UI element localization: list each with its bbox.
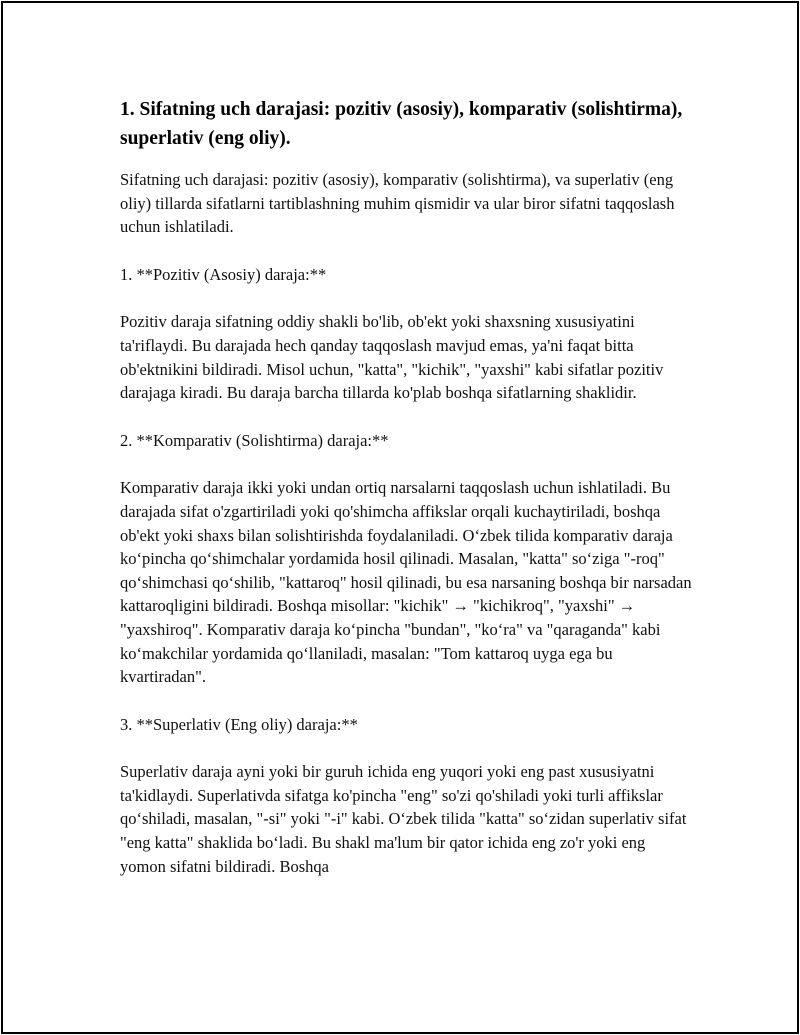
subheading-comparative: 2. **Komparativ (Solishtirma) daraja:**	[120, 430, 389, 450]
document-body	[120, 95, 695, 902]
subheading-superlative: 3. **Superlativ (Eng oliy) daraja:**	[120, 714, 358, 734]
section-heading: 1. Sifatning uch darajasi: pozitiv (asosiy), komparativ (solishtirma), superlativ (eng oliy).	[120, 99, 683, 149]
document-page	[1, 1, 799, 1034]
subheading-positive: 1. **Pozitiv (Asosiy) daraja:**	[120, 264, 327, 284]
comparative-paragraph: Komparativ daraja ikki yoki undan ortiq narsalarni taqqoslash uchun ishlatiladi. Bu darajada sifat o'zgartiriladi yoki qo'shimcha affikslar orqali kuchaytiriladi, boshqa ob'ekt yoki shaxs bilan solishtirishda foydalaniladi. O‘zbek tilida komparativ daraja ko‘pincha qo‘shimchalar yordamida hosil qilinadi. Masalan, "katta" so‘ziga "-roq" qo‘shimchasi qo‘shilib, "kattaroq" hosil qilinadi, bu esa narsaning boshqa bir narsadan kattaroqligini bildiradi. Boshqa misollar: "kichik" → "kichikroq", "yaxshi" → "yaxshiroq". Komparativ daraja ko‘pincha "bundan", "ko‘ra" va "qaraganda" kabi ko‘makchilar yordamida qo‘llaniladi, masalan: "Tom kattaroq uyga ega bu kvartiradan".	[120, 478, 692, 687]
positive-paragraph: Pozitiv daraja sifatning oddiy shakli bo'lib, ob'ekt yoki shaxsning xususiyatini ta'riflaydi. Bu darajada hech qanday taqqoslash mavjud emas, ya'ni faqat bitta ob'ektnikini bildiradi. Misol uchun, "katta", "kichik", "yaxshi" kabi sifatlar pozitiv darajaga kiradi. Bu daraja barcha tillarda ko'plab boshqa sifatlarning shaklidir.	[120, 312, 664, 403]
superlative-paragraph: Superlativ daraja ayni yoki bir guruh ichida eng yuqori yoki eng past xususiyatni ta'kidlaydi. Superlativda sifatga ko'pincha "eng" so'zi qo'shiladi yoki turli affikslar qo‘shiladi, masalan, "-si" yoki "-i" kabi. O‘zbek tilida "katta" so‘zidan superlativ sifat "eng katta" shaklida bo‘ladi. Bu shakl ma'lum bir qator ichida eng zo'r yoki eng yomon sifatni bildiradi. Boshqa	[120, 762, 687, 876]
intro-paragraph: Sifatning uch darajasi: pozitiv (asosiy), komparativ (solishtirma), va superlativ (eng oliy) tillarda sifatlarni tartiblashning muhim qismidir va ular biror sifatni taqqoslash uchun ishlatiladi.	[120, 170, 675, 237]
